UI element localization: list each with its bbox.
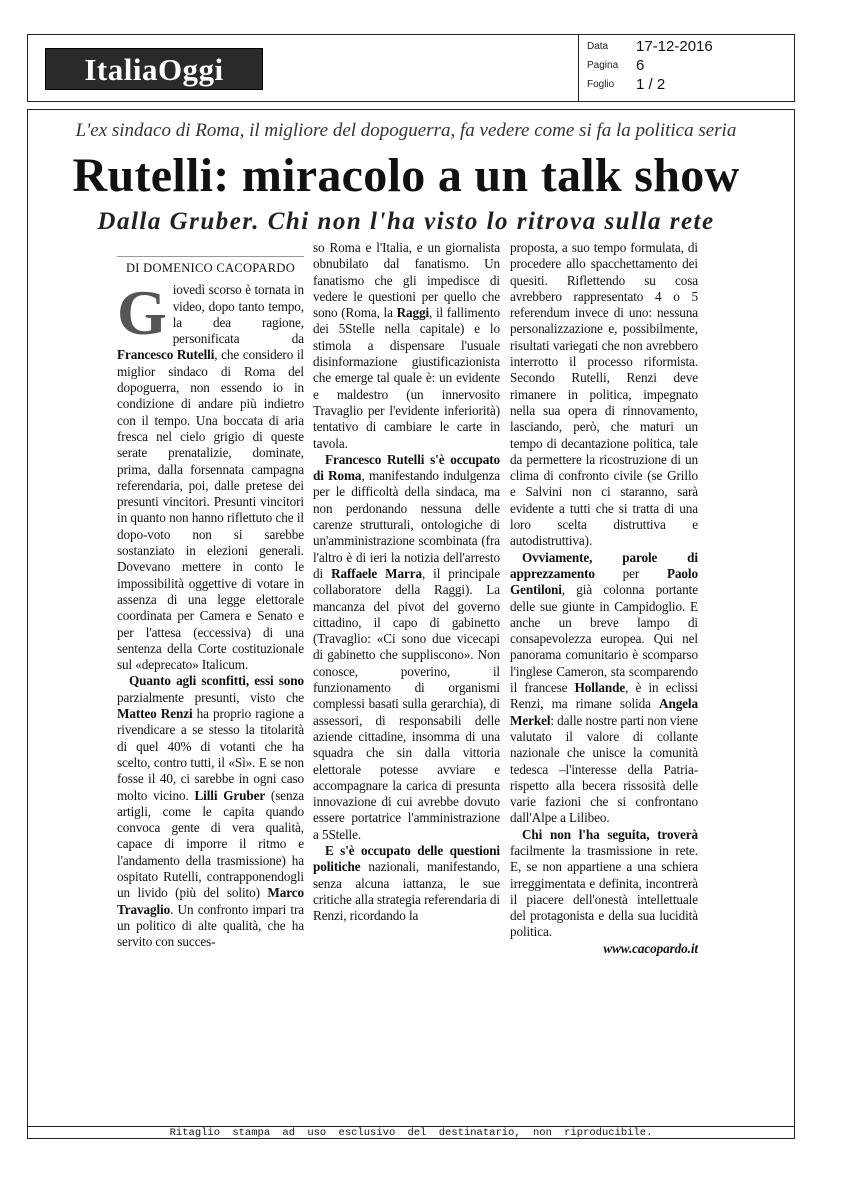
- article-kicker: L'ex sindaco di Roma, il migliore del dopoguerra, fa vedere come si fa la politica seria: [75, 120, 737, 141]
- lead-in: Francesco Rutelli s'è occupato di Roma: [313, 451, 500, 484]
- logo-text: ItaliaOggi: [84, 52, 224, 87]
- text-run: nazionali, manifestando, senza alcuna iattanza, le sue critiche alla strategia referendaria di Renzi, ricordando la: [313, 859, 500, 924]
- text-run: so Roma e l'Italia, e un giornalista obnubilato dal fanatismo. Un fanatismo che gli impedisce di vedere le questioni per quello che sono (Roma, la: [313, 240, 500, 321]
- person-name: Marco Travaglio: [117, 885, 304, 917]
- meta-label: Foglio: [587, 79, 615, 90]
- article-headline: Rutelli: miracolo a un talk show: [72, 149, 740, 202]
- text-run: per: [594, 565, 667, 581]
- text-run: . Un confronto impari tra un politico di alte qualità, che ha servito con succes-: [117, 901, 304, 950]
- paragraph: [510, 550, 698, 827]
- lead-in: E s'è occupato delle questioni politiche: [313, 842, 500, 875]
- text-run: , il fallimento dei 5Stelle nella capitale) e lo stimola a dispensare l'usuale disinformazione giustificazionista che emerge tal quale è: un evidente e maldestro (un innervosito Travaglio per l'evidente inferiorità) tentativo di cambiare le carte in tavola.: [313, 305, 500, 451]
- paragraph: proposta, a suo tempo formulata, di procedere allo spacchettamento dei quesiti. Riflettendo su cosa avrebbero rappresentato 4 o 5 referendum invece di uno: nessuna personalizzazione e, possibilmente, risultati variegati che non avrebbero interrotto il processo riformista. Secondo Rutelli, Renzi deve rimanere in politica, impegnato nella sua opera di rinnovamento, lasciando, però, che maturi un tempo di decantazione politica, tale da permettere la ricostruzione di un clima di confronto civile (se Grillo e Salvini non ci staranno, sarà evidente a tutti che si tratta di una loro scelta distruttiva e autodistruttiva).: [510, 240, 698, 549]
- article-column-2: [313, 240, 500, 924]
- text-run: , il principale collaboratore della Raggi). La mancanza del pivot del governo cittadino, il capo di gabinetto (Travaglio: «Ci sono due vicecapi di gabinetto che suppliscono». Non conosce, poverino, il funzionamento di organismi complessi basati sulla gerarchia), di assessori, di responsabili delle aziende cittadine, insomma di una squadra che sin dalla vittoria elettorale potesse avviare e accompagnare la carica di presunta innovazione di cui avrebbe dovuto essere portatrice l'amministrazione a 5Stelle.: [313, 565, 500, 842]
- person-name: Lilli Gruber: [194, 787, 266, 803]
- person-name: Francesco Rutelli: [117, 347, 215, 363]
- article-column-1: [117, 240, 304, 950]
- paragraph: [117, 673, 304, 950]
- newspaper-logo: [45, 48, 263, 90]
- person-name: Raggi: [396, 305, 430, 321]
- text-run: ha proprio ragione a rivendicare a se stesso la titolarità di quel 40% di votanti che ha scelto, contro tutti, il «Sì». E se non fosse il 40, ci sarebbe in ogni caso molto vicino.: [117, 706, 304, 803]
- byline: DI DOMENICO CACOPARDO: [117, 256, 304, 276]
- drop-cap: G: [117, 277, 167, 349]
- person-name: Raffaele Marra: [331, 565, 422, 581]
- meta-value: 17-12-2016: [636, 38, 713, 55]
- paragraph: [117, 277, 304, 673]
- clipping-disclaimer: Ritaglio stampa ad uso esclusivo del destinatario, non riproducibile.: [27, 1126, 795, 1139]
- person-name: Paolo Gentiloni: [510, 565, 698, 598]
- text-run: facilmente la trasmissione in rete. E, se non appartiene a una schiera irreggimentata e definita, incontrerà il piacere dell'onestà intellettuale del protagonista e della sua lucidità politica.: [510, 842, 698, 940]
- text-run: : dalle nostre parti non viene valutato il valore di collante nazionale che unisce la comunità tedesca –l'interesse della Patria- rispetto alla becera rissosità delle varie fazioni che si confrontano dall'Alpe a Lilibeo.: [510, 712, 698, 826]
- meta-value: 6: [636, 57, 645, 74]
- text-run: , è in eclissi Renzi, ma rimane solida: [510, 680, 698, 712]
- lead-in: Ovviamente, parole di apprezzamento: [510, 549, 698, 581]
- meta-value: 1 / 2: [636, 76, 666, 93]
- text-run: , manifestando indulgenza per le difficoltà della sindaca, ma non perdonando nessuna delle carenze strutturali, ontologiche di un'amministrazione scombinata (fra l'altro è di ieri la notizia dell'arresto di: [313, 468, 500, 581]
- text-run: , già colonna portante delle sue giunte in Campidoglio. E anche un breve lampo di consapevolezza europea. Qui nel panorama comunitario è scomparso l'inglese Cameron, sta scomparendo il francese: [510, 582, 698, 696]
- article-subhead: Dalla Gruber. Chi non l'ha visto lo ritrova sulla rete: [97, 208, 715, 235]
- paragraph: [313, 240, 500, 452]
- meta-label: Pagina: [587, 60, 619, 71]
- paragraph: [510, 827, 698, 941]
- paragraph: [313, 843, 500, 924]
- text-run: parzialmente presunti, visto che: [117, 689, 304, 705]
- person-name: Hollande: [574, 680, 626, 696]
- text-run: , che considero il miglior sindaco di Roma del dopoguerra, non essendo io in condizione di andare più indietro con il tempo. Una boccata di aria fresca nel cielo grigio di queste serate prenatalizie, dominate, prima, dalla forsennata campagna referendaria, poi, dalle pretese dei presunti vincitori. Presunti vincitori in quanto non hanno riflettuto che il dopo-voto non si sarebbe sostanziato in elezioni generali. Dovevano mettere in conto le impossibilità oggettive di votare in assenza di una legge elettorale coordinata per Camera e Senato e per l'attesa (eccessiva) di una sentenza della Corte costituzionale sul «deprecato» Italicum.: [117, 347, 304, 673]
- meta-label: Data: [587, 41, 609, 52]
- text-run: (senza artigli, come le capita quando convoca gente di vera qualità, capace di imporre il ritmo e l'andamento della trasmissione) ha ospitato Rutelli, contrapponendogli un livido (più del solito): [117, 787, 304, 901]
- text-run: iovedì scorso è tornata in video, dopo tanto tempo, la dea ragione, personificata da: [172, 282, 304, 347]
- lead-in: Quanto agli sconfitti, essi sono: [129, 673, 304, 689]
- lead-in: Chi non l'ha seguita, troverà: [522, 826, 698, 842]
- paragraph: [313, 452, 500, 843]
- person-name: Matteo Renzi: [117, 706, 193, 722]
- author-website: www.cacopardo.it: [603, 940, 698, 956]
- clipping-metadata: [578, 34, 795, 102]
- article-column-3: [510, 240, 698, 957]
- person-name: Angela Merkel: [510, 696, 698, 728]
